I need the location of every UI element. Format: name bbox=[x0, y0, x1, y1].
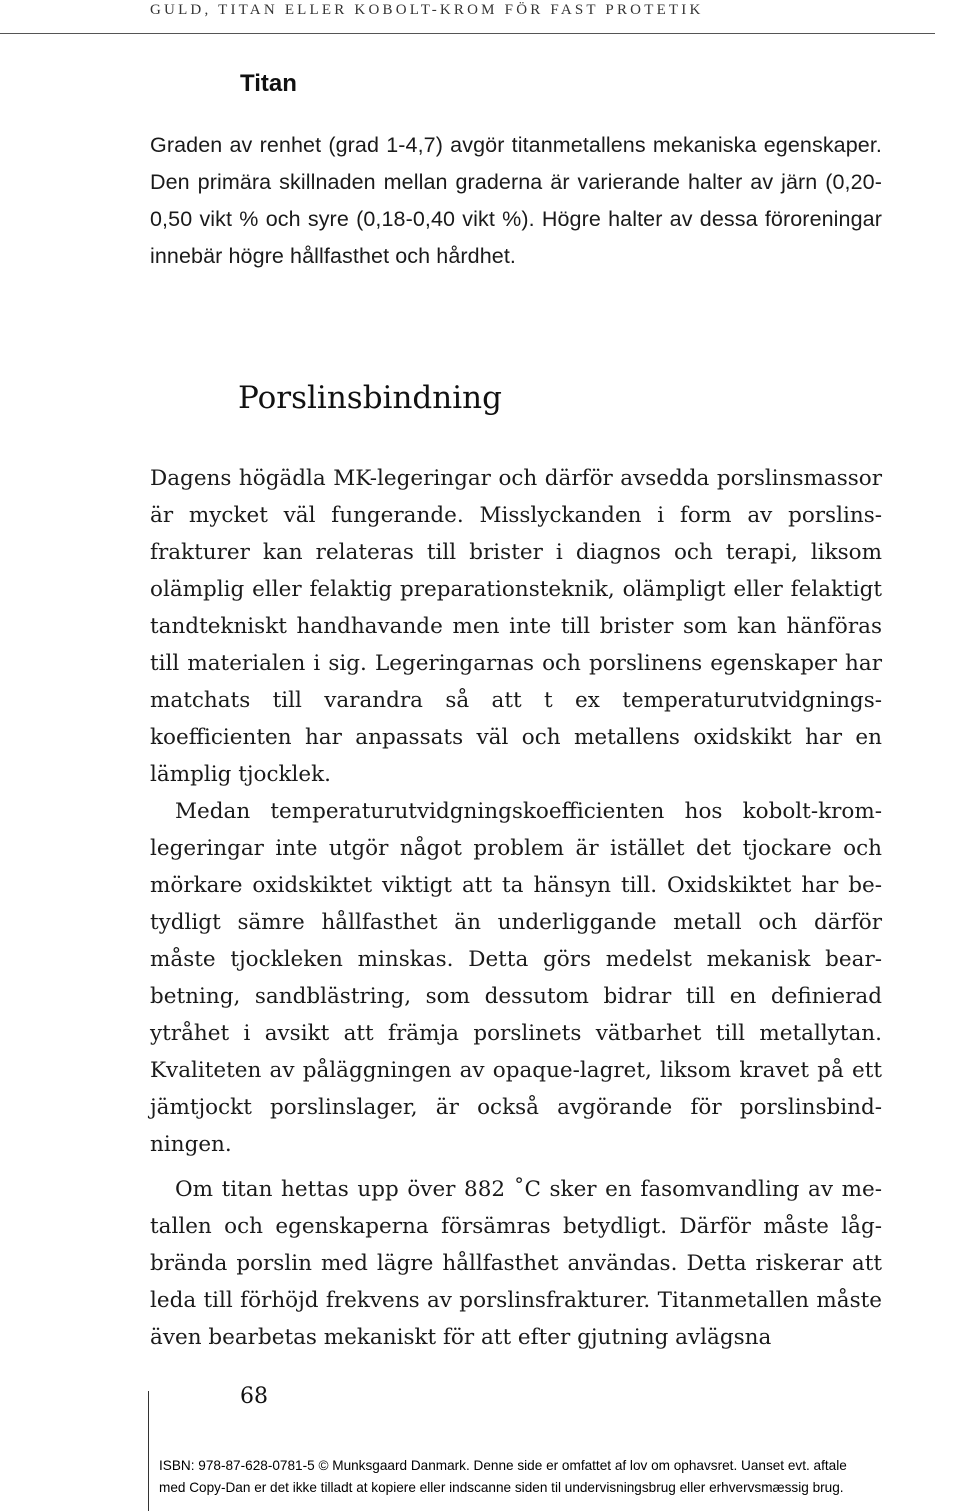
header-divider bbox=[0, 33, 935, 34]
porslin-text-block bbox=[150, 460, 882, 1356]
paragraph-titan: Graden av renhet (grad 1-4,7) avgör titanmetallens mekaniska egenskaper. Den primära skillnaden mellan graderna är varierande halter av järn (0,20-0,50 vikt % och syre (0,18-0,40 vikt %). Högre halter av dessa föroreningar innebär högre hållfasthet och hårdhet. bbox=[150, 133, 882, 268]
copyright-notice bbox=[159, 1455, 960, 1499]
section-heading-porslinsbindning: Porslinsbindning bbox=[238, 380, 502, 416]
footer-vertical-rule bbox=[148, 1391, 149, 1511]
page-number: 68 bbox=[240, 1384, 268, 1409]
section-heading-titan: Titan bbox=[240, 70, 297, 97]
running-head: GULD, TITAN ELLER KOBOLT-KROM FÖR FAST PROTETIK bbox=[150, 2, 704, 18]
paragraph-porslin-2: Medan temperaturutvidgningskoefficienten hos kobolt-kromlegeringar inte utgör något problem är istället det tjockare och mörkare oxidskiktet viktigt att ta hänsyn till. Oxidskiktet har betydligt sämre hållfasthet än underliggande metall och därför måste tjockleken minskas. Detta görs medelst mekanisk bearbetning, sandblästring, som dessutom bidrar till en definierad ytråhet i avsikt att främja porslinets vätbarhet till metallytan. Kvaliteten av påläggningen av opaque-lagret, liksom kravet på ett jämtjockt porslinslager, är också avgörande för porslinsbindningen. bbox=[150, 799, 882, 1157]
copyright-line-1: ISBN: 978-87-628-0781-5 © Munksgaard Danmark. Denne side er omfattet af lov om ophavsret. Uanset evt. aftale bbox=[159, 1458, 847, 1473]
paragraph-porslin-1: Dagens högädla MK-legeringar och därför avsedda porslinsmassor är mycket väl fungerande. Misslyckanden i form av porslinsfrakturer kan relateras till brister i diagnos och terapi, liksom olämplig eller felaktig preparationsteknik, olämpligt eller felaktigt tandtekniskt handhavande men inte till brister som kan hänföras till materialen i sig. Legeringarnas och porslinens egenskaper har matchats till varandra så att t ex temperaturutvidgningskoefficienten har anpassats väl och metallens oxidskikt har en lämplig tjocklek. bbox=[150, 466, 882, 787]
copyright-line-2: med Copy-Dan er det ikke tilladt at kopiere eller indscanne siden til undervisningsbrug eller erhvervsmæssig brug. bbox=[159, 1480, 844, 1495]
titan-text-block bbox=[150, 127, 882, 275]
paragraph-porslin-3: Om titan hettas upp över 882 ˚C sker en fasomvandling av metallen och egenskaperna försämras betydligt. Därför måste lågbrända porslin med lägre hållfasthet användas. Detta riskerar att leda till förhöjd frekvens av porslinsfrakturer. Titanmetallen måste även bearbetas mekaniskt för att efter gjutning avlägsna bbox=[150, 1177, 882, 1350]
